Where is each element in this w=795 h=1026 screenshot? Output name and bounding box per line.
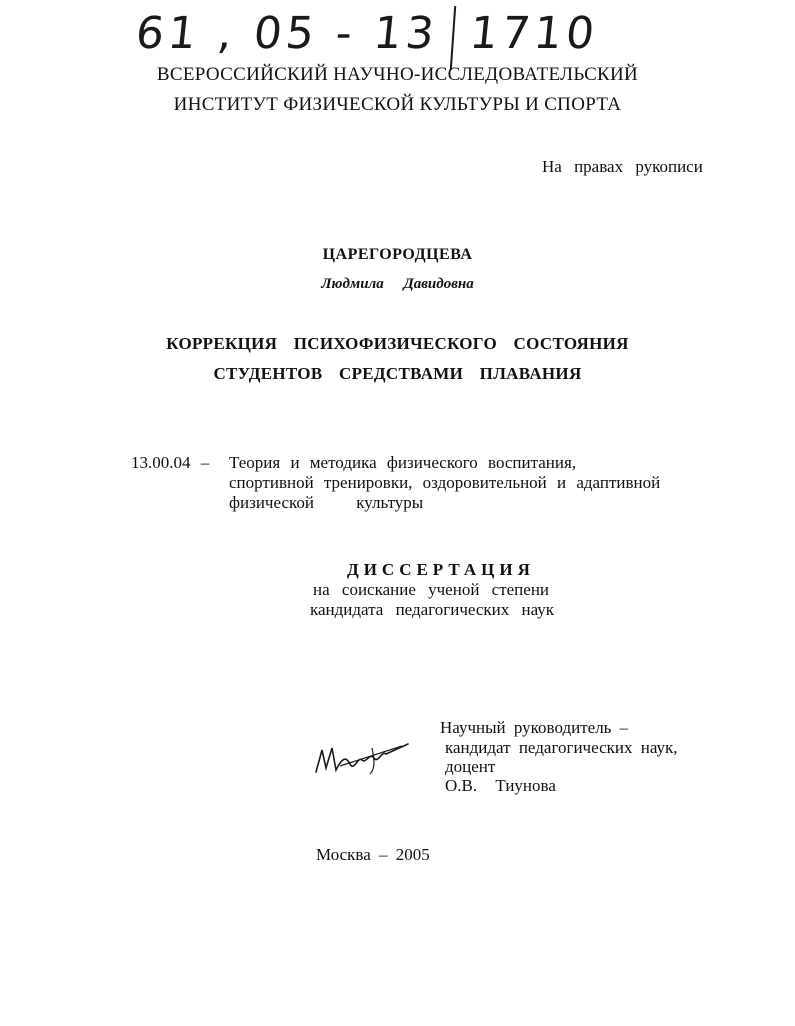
specialty-line-3: физической культуры [229, 493, 424, 512]
author-surname: ЦАРЕГОРОДЦЕВА [322, 246, 473, 263]
author-given-names: Людмила Давидовна [321, 276, 474, 292]
signature [312, 738, 412, 782]
thesis-title-line-2: СТУДЕНТОВ СРЕДСТВАМИ ПЛАВАНИЯ [213, 364, 582, 383]
supervisor-line-1: Научный руководитель – [440, 718, 629, 737]
archive-number-divider [450, 6, 456, 70]
signature-mark [312, 738, 412, 782]
manuscript-note: На правах рукописи [542, 157, 703, 176]
document-type-line-2: кандидата педагогических наук [310, 600, 555, 619]
supervisor-line-4: О.В. Тиунова [445, 776, 556, 795]
specialty-line-2: спортивной тренировки, оздоровительной и адаптивной [229, 473, 661, 492]
supervisor-line-3: доцент [445, 757, 496, 776]
document-type-line-1: на соискание ученой степени [313, 580, 550, 599]
specialty-line-1: Теория и методика физического воспитания, [229, 453, 577, 472]
institution-line-2: ИНСТИТУТ ФИЗИЧЕСКОЙ КУЛЬТУРЫ И СПОРТА [173, 94, 622, 115]
specialty-code: 13.00.04 – [131, 453, 210, 472]
city-year: Москва – 2005 [316, 845, 430, 864]
thesis-title-line-1: КОРРЕКЦИЯ ПСИХОФИЗИЧЕСКОГО СОСТОЯНИЯ [166, 334, 629, 353]
archive-number-left: 61 , 05 - 13 [133, 8, 441, 59]
institution-line-1: ВСЕРОССИЙСКИЙ НАУЧНО-ИССЛЕДОВАТЕЛЬСКИЙ [156, 64, 639, 85]
supervisor-line-2: кандидат педагогических наук, [445, 738, 678, 757]
document-type-heading: ДИССЕРТАЦИЯ [347, 560, 535, 579]
archive-number-right: 1710 [467, 8, 601, 59]
